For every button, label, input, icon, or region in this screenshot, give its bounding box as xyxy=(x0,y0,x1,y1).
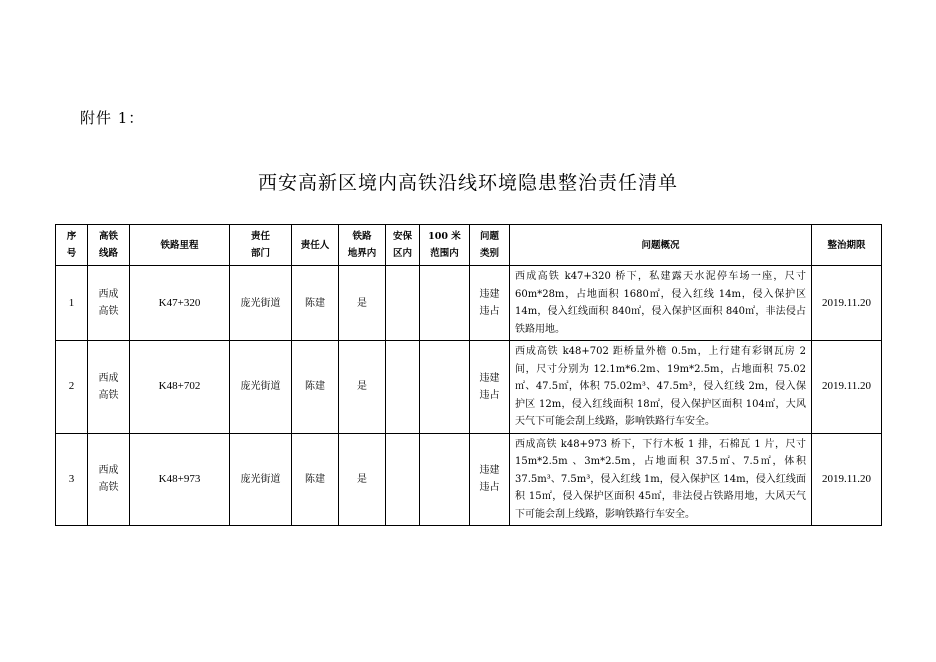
table-header-row xyxy=(56,225,882,266)
cell-person: 陈建 xyxy=(292,433,339,526)
cell-person: 陈建 xyxy=(292,266,339,341)
cell-within-boundary: 是 xyxy=(339,266,386,341)
document-title: 西安高新区境内高铁沿线环境隐患整治责任清单 xyxy=(257,172,678,194)
cell-mileage: K48+973 xyxy=(130,433,230,526)
cell-deadline: 2019.11.20 xyxy=(812,433,882,526)
table-row xyxy=(56,433,882,526)
cell-deadline: 2019.11.20 xyxy=(812,266,882,341)
header-within-boundary: 铁路 地界内 xyxy=(339,225,386,266)
cell-line: 西成 高铁 xyxy=(88,433,130,526)
cell-overview: 西成高铁 k47+320 桥下，私建露天水泥停车场一座，尺寸 60m*28m，占地面积 1680㎡，侵入红线 14m，侵入保护区 14m，侵入红线面积 840㎡，侵入保护区面积 840㎡，非法侵占铁路用地。 xyxy=(510,266,812,341)
cell-dept: 庞光街道 xyxy=(230,433,292,526)
cell-category: 违建 违占 xyxy=(470,433,510,526)
cell-dept: 庞光街道 xyxy=(230,341,292,434)
header-within-100m: 100 米 范围内 xyxy=(420,225,470,266)
cell-seq: 1 xyxy=(56,266,88,341)
cell-within-100m xyxy=(420,266,470,341)
header-line: 高铁 线路 xyxy=(88,225,130,266)
cell-deadline: 2019.11.20 xyxy=(812,341,882,434)
cell-within-protection xyxy=(386,341,420,434)
table-row xyxy=(56,266,882,341)
header-seq: 序 号 xyxy=(56,225,88,266)
header-deadline: 整治期限 xyxy=(812,225,882,266)
cell-seq: 3 xyxy=(56,433,88,526)
cell-within-protection xyxy=(386,266,420,341)
cell-dept: 庞光街道 xyxy=(230,266,292,341)
header-person: 责任人 xyxy=(292,225,339,266)
table-row xyxy=(56,341,882,434)
cell-person: 陈建 xyxy=(292,341,339,434)
header-mileage: 铁路里程 xyxy=(130,225,230,266)
cell-seq: 2 xyxy=(56,341,88,434)
header-within-protection: 安保 区内 xyxy=(386,225,420,266)
header-dept: 责任 部门 xyxy=(230,225,292,266)
cell-category: 违建 违占 xyxy=(470,266,510,341)
cell-within-100m xyxy=(420,341,470,434)
cell-overview: 西成高铁 k48+702 距桥量外檐 0.5m，上行建有彩钢瓦房 2 间，尺寸分别为 12.1m*6.2m、19m*2.5m，占地面积 75.02㎡、47.5㎡，体积 75.02m³、47.5m³，侵入红线 2m，侵入保护区 12m，侵入红线面积 18㎡，侵入保护区面积 104㎡，大风天气下可能会刮上线路，影响铁路行车安全。 xyxy=(510,341,812,434)
cell-line: 西成 高铁 xyxy=(88,341,130,434)
cell-category: 违建 违占 xyxy=(470,341,510,434)
cell-mileage: K48+702 xyxy=(130,341,230,434)
cell-mileage: K47+320 xyxy=(130,266,230,341)
attachment-label: 附件 1： xyxy=(80,109,145,127)
cell-within-boundary: 是 xyxy=(339,433,386,526)
cell-within-boundary: 是 xyxy=(339,341,386,434)
cell-line: 西成 高铁 xyxy=(88,266,130,341)
responsibility-table xyxy=(55,224,882,526)
cell-overview: 西成高铁 k48+973 桥下，下行木板 1 排，石棉瓦 1 片，尺寸 15m*2.5m 、3m*2.5m，占地面积 37.5㎡、7.5㎡，体积 37.5m³、7.5m³，侵入红线 1m，侵入保护区 14m，侵入红线面积 15㎡，侵入保护区面积 45㎡，非法侵占铁路用地，大风天气下可能会刮上线路，影响铁路行车安全。 xyxy=(510,433,812,526)
header-category: 问题 类别 xyxy=(470,225,510,266)
cell-within-protection xyxy=(386,433,420,526)
cell-within-100m xyxy=(420,433,470,526)
header-overview: 问题概况 xyxy=(510,225,812,266)
